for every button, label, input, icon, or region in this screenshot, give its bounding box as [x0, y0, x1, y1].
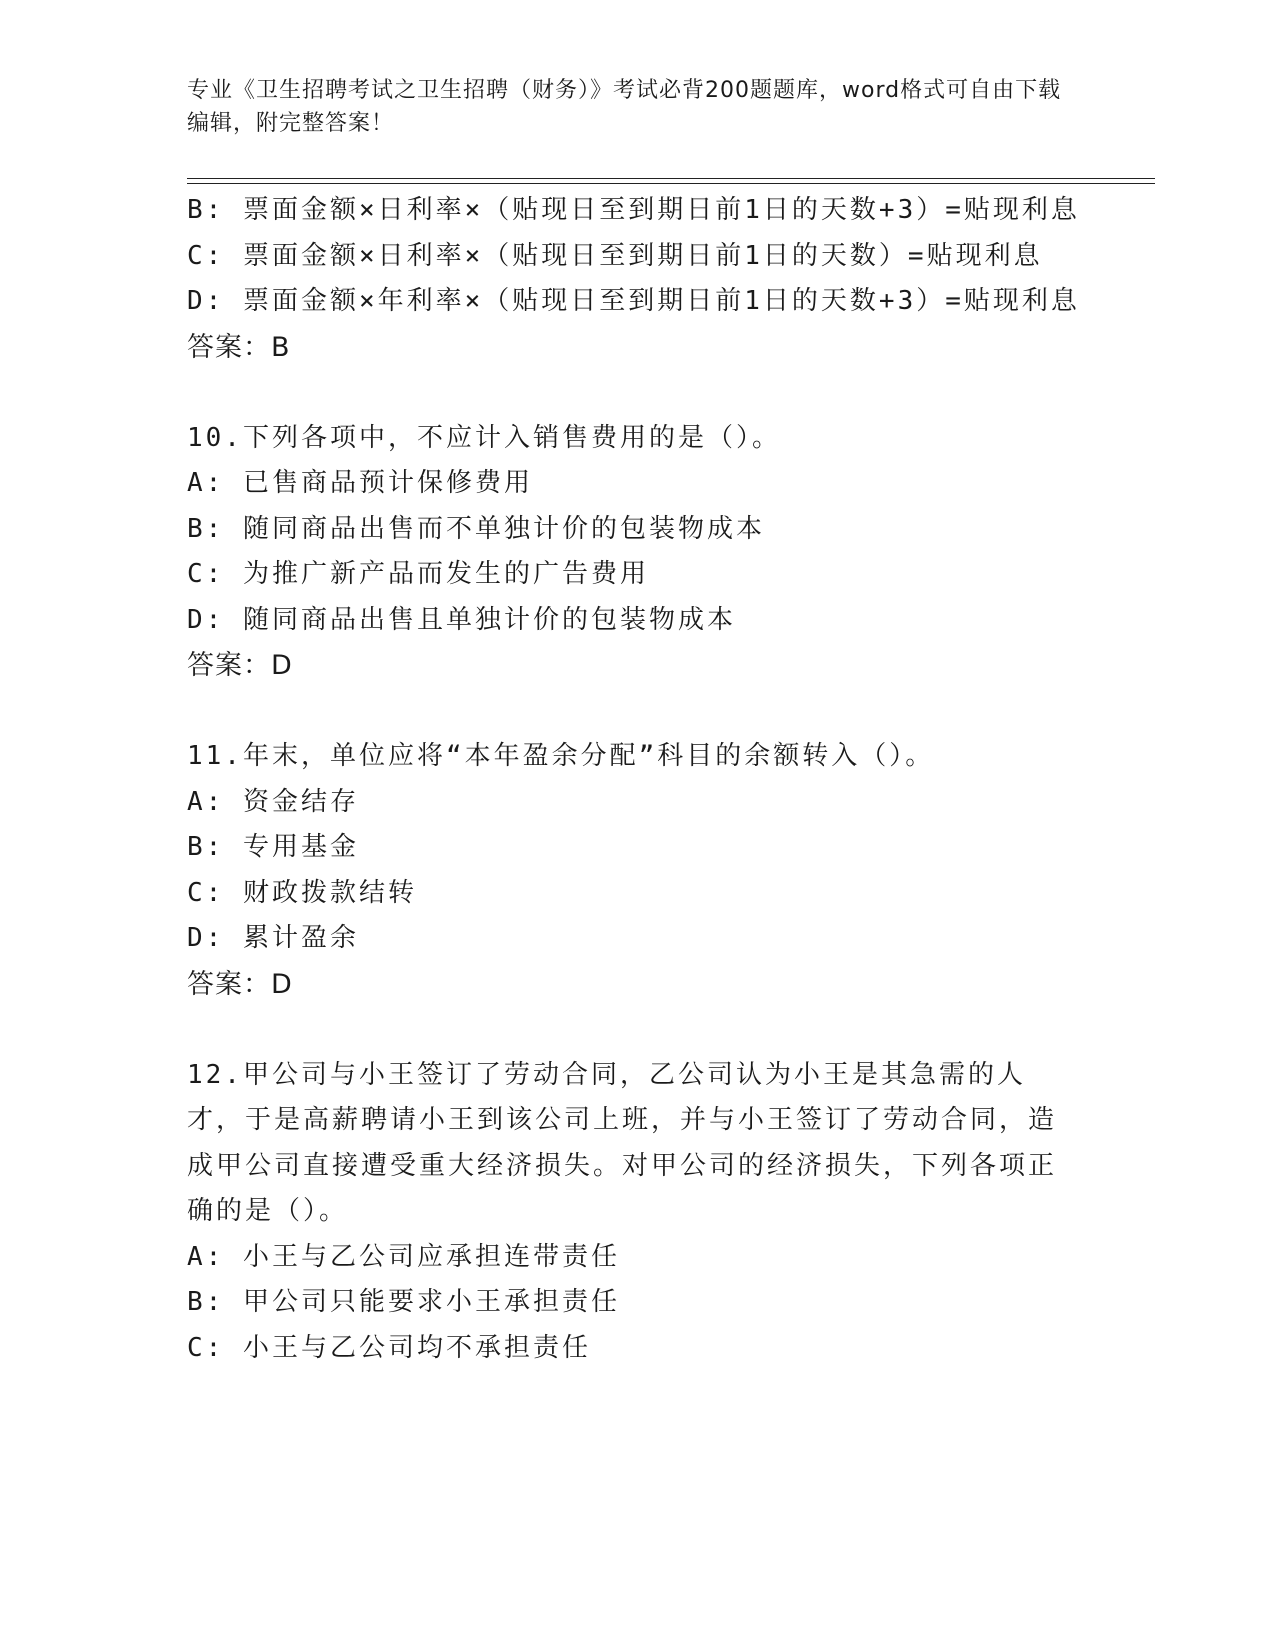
- answer-line: 答案：D: [187, 650, 293, 681]
- option-d: D: 累计盈余: [187, 923, 359, 953]
- option-b: B: 甲公司只能要求小王承担责任: [187, 1287, 620, 1317]
- answer-line: 答案：B: [187, 331, 291, 363]
- question-content: [187, 188, 1087, 1371]
- question-stem: 11.年末，单位应将“本年盈余分配”科目的余额转入（）。: [187, 741, 935, 771]
- option-d: D: 随同商品出售且单独计价的包装物成本: [187, 604, 736, 635]
- spacer: [187, 370, 1087, 416]
- option-c: C: 为推广新产品而发生的广告费用: [187, 559, 649, 589]
- option-b: B: 随同商品出售而不单独计价的包装物成本: [187, 513, 765, 544]
- option-d: D: 票面金额×年利率×（贴现日至到期日前1日的天数+3）=贴现利息: [187, 286, 1080, 316]
- option-a: A: 小王与乙公司应承担连带责任: [187, 1241, 620, 1272]
- option-b: B: 票面金额×日利率×（贴现日至到期日前1日的天数+3）=贴现利息: [187, 195, 1080, 225]
- spacer: [187, 1007, 1087, 1053]
- option-a: A: 资金结存: [187, 786, 359, 817]
- option-c: C: 小王与乙公司均不承担责任: [187, 1332, 591, 1363]
- option-c: C: 财政拨款结转: [187, 877, 417, 908]
- document-header: 专业《卫生招聘考试之卫生招聘（财务）》考试必背200题题库，word格式可自由下载编辑，附完整答案！: [187, 78, 1062, 136]
- header-divider-top: [187, 178, 1155, 179]
- option-a: A: 已售商品预计保修费用: [187, 468, 533, 498]
- question-stem: 10.下列各项中，不应计入销售费用的是（）。: [187, 422, 781, 453]
- option-c: C: 票面金额×日利率×（贴现日至到期日前1日的天数）=贴现利息: [187, 240, 1043, 271]
- header-divider-bottom: [187, 183, 1155, 184]
- option-b: B: 专用基金: [187, 832, 359, 862]
- question-stem: 12.甲公司与小王签订了劳动合同，乙公司认为小王是其急需的人才，于是高薪聘请小王到该公司上班，并与小王签订了劳动合同，造成甲公司直接遭受重大经济损失。对甲公司的经济损失，下列各项正确的是（）。: [187, 1059, 1058, 1226]
- answer-line: 答案：D: [187, 968, 293, 1000]
- spacer: [187, 689, 1087, 735]
